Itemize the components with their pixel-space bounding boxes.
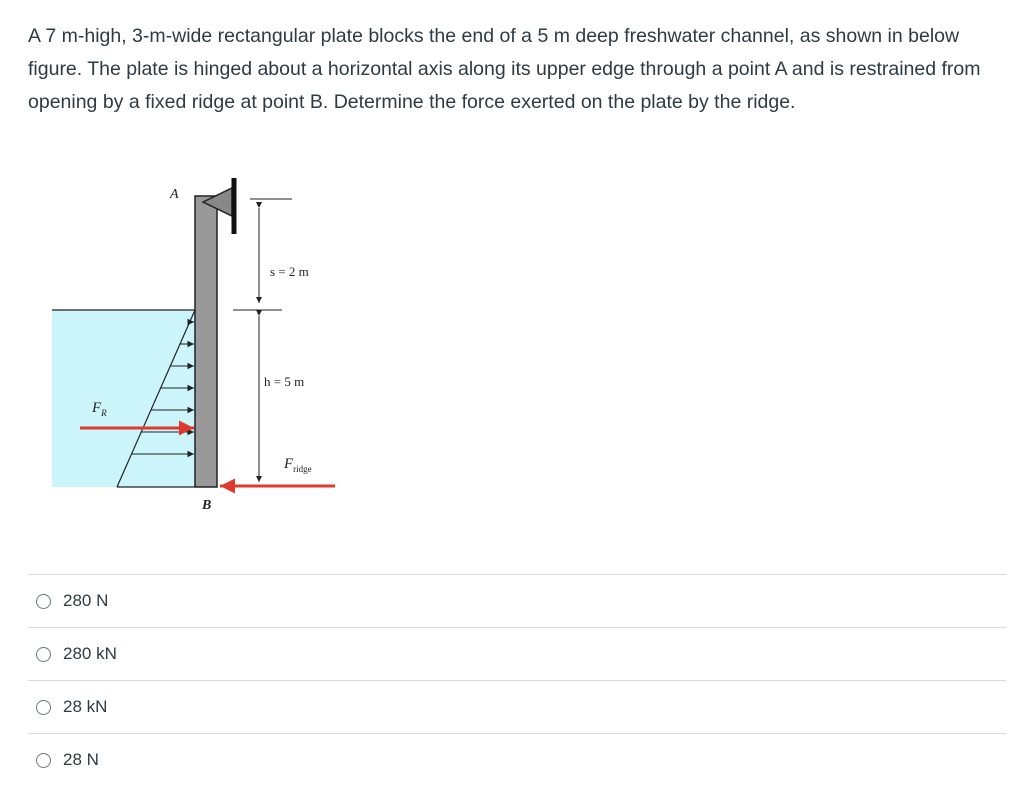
question-text: A 7 m-high, 3-m-wide rectangular plate blocks the end of a 5 m deep freshwater channel, as shown in below figure. The plate is hinged about a horizontal axis along its upper edge through a point A and is restrained from opening by a fixed ridge at point B. Determine the force exerted on the plate by the ridge.	[28, 25, 981, 113]
answer-label: 280 kN	[63, 644, 117, 663]
fr-label: $F_R$	[92, 400, 107, 418]
answer-option-4[interactable]	[28, 733, 1006, 786]
fridge-label: $F_{ridge}$	[284, 456, 312, 474]
radio-icon[interactable]	[36, 594, 51, 609]
plate	[195, 196, 217, 487]
radio-icon[interactable]	[36, 753, 51, 768]
diagram-svg	[40, 172, 360, 522]
label-h: h = 5 m	[264, 374, 305, 389]
plate-diagram	[40, 172, 360, 522]
answer-option-2[interactable]	[28, 627, 1006, 680]
answer-label: 280 N	[63, 591, 109, 610]
radio-icon[interactable]	[36, 700, 51, 715]
answer-option-3[interactable]	[28, 680, 1006, 733]
water-region	[52, 310, 195, 487]
label-a: A	[170, 187, 179, 202]
label-b: B	[202, 498, 212, 513]
radio-icon[interactable]	[36, 647, 51, 662]
answer-option-1[interactable]	[28, 574, 1006, 627]
answer-label: 28 kN	[63, 697, 108, 716]
answer-list	[28, 574, 1006, 786]
answer-label: 28 N	[63, 750, 99, 769]
label-s: s = 2 m	[270, 264, 309, 279]
